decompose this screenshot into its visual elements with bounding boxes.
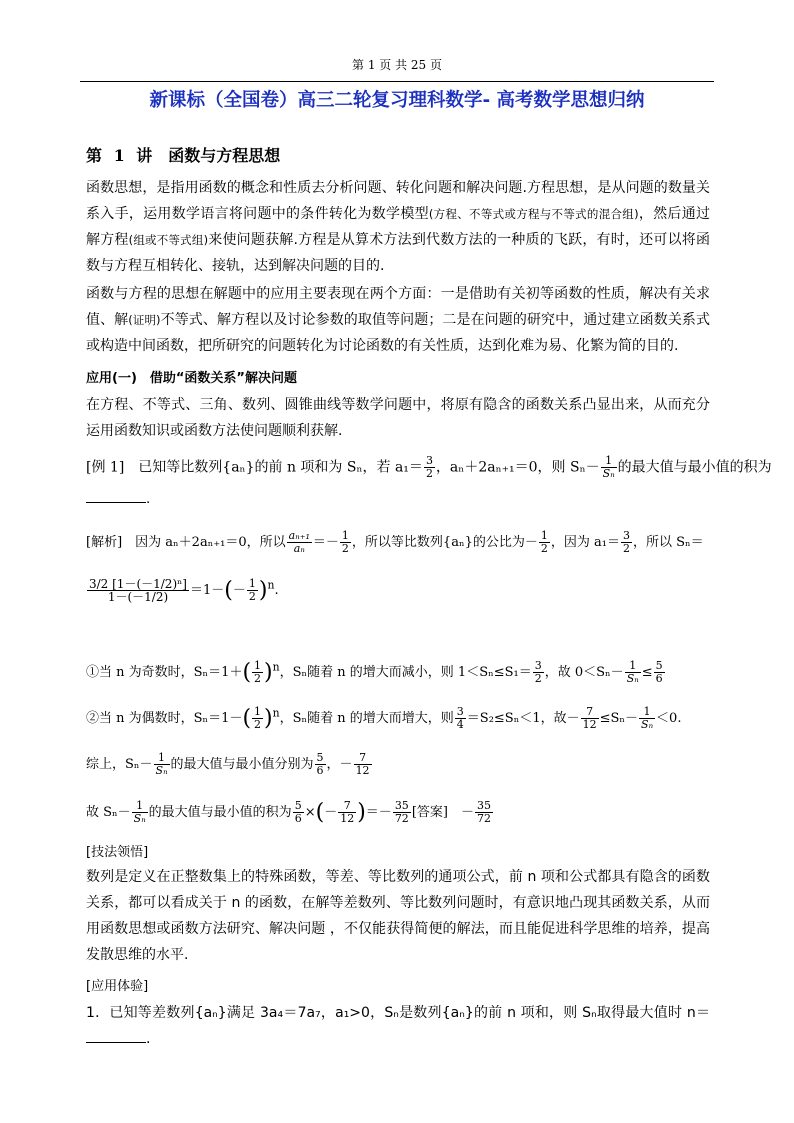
method-text: 数列是定义在正整数集上的特殊函数，等差、等比数列的通项公式，前 n 项和公式都具有隐含的函数关系，都可以看成关于 n 的函数，在解等差数列、等比数列问题时，有意识地凸现其函数关系，从而用函数思想或函数方法研究、解决问题 ，不仅能获得简便的解法，而且能促进科学思维的培养，提高发散思维的水平. xyxy=(86,869,710,963)
example-1: [例 1] 已知等比数列{aₙ}的前 n 项和为 Sₙ，若 a₁＝ $\frac{3}{2}$ ，aₙ＋2aₙ₊₁＝0，则 Sₙ－ $\frac{1}{\text{Sₙ}}$ 的最大值与最小值的积为 xyxy=(86,454,772,480)
intro-paragraph-1: 函数思想，是指用函数的概念和性质去分析问题、转化问题和解决问题.方程思想，是从问题的数量关系入手，运用数学语言将问题中的条件转化为数学模型(方程、不等式或方程与不等式的混合组)，然后通过解方程(组或不等式组)来使问题获解.方程是从算术方法到代数方法的一种质的飞跃，有时，还可以将函数与方程互相转化、接轨，达到解决问题的目的. xyxy=(86,180,711,274)
summary-line: 综上，Sₙ－ $\frac{1}{\text{Sₙ}}$ 的最大值与最小值分别为 $\frac{5}{6}$ ，－ $\frac{7}{12}$ xyxy=(86,751,370,777)
document-title: 新课标（全国卷）高三二轮复习理科数学- 高考数学思想归纳 xyxy=(149,90,645,111)
analysis-line-1: [解析] 因为 aₙ＋2aₙ₊₁＝0，所以 $\frac{\text{aₙ₊₁}}{\text{aₙ}}$ ＝－ $\frac{1}{2}$ ，所以等比数列{aₙ}的公比为－ $\frac{1}{2}$ ，因为 a₁＝ $\frac{3}{2}$ ，所以 Sₙ＝ xyxy=(86,529,704,555)
case-even: ②当 n 为偶数时，Sₙ＝1－( $\frac{1}{2}$ )$^n$，Sₙ随着 n 的增大而增大，则 $\frac{3}{4}$ ＝S₂≤Sₙ＜1，故－ $\frac{7}{12}$ ≤Sₙ－ $\frac{1}{\text{Sₙ}}$ ＜0. xyxy=(86,705,682,731)
application-1-heading: 应用(一) 借助“函数关系”解决问题 xyxy=(86,371,297,386)
method-label: [技法领悟] xyxy=(86,845,149,860)
practice-label: [应用体验] xyxy=(86,979,149,994)
lecture-heading: 第 1 讲 函数与方程思想 xyxy=(86,146,281,165)
analysis-sum-formula: $\frac{\text{3/2 [1－(－1/2)ⁿ]}}{1-(-1/2)}$ ＝1－(－ $\frac{1}{2}$ )$^n$. xyxy=(89,577,279,604)
page-header: 第 1 页 共 25 页 xyxy=(80,56,714,82)
intro-paragraph-2: 函数与方程的思想在解题中的应用主要表现在两个方面：一是借助有关初等函数的性质，解决有关求值、解(证明)不等式、解方程以及讨论参数的取值等问题；二是在问题的研究中，通过建立函数关系式或构造中间函数，把所研究的问题转化为讨论函数的有关性质，达到化难为易、化繁为简的目的. xyxy=(86,286,711,354)
case-odd: ①当 n 为奇数时，Sₙ＝1＋( $\frac{1}{2}$ )$^n$，Sₙ随着 n 的增大而减小，则 1＜Sₙ≤S₁＝ $\frac{3}{2}$ ，故 0＜Sₙ－ $\frac{1}{\text{Sₙ}}$ ≤ $\frac{5}{6}$ xyxy=(86,659,663,685)
example-1-blank: . xyxy=(86,492,716,507)
practice-question-1: 1．已知等差数列{aₙ}满足 3a₄＝7a₇，a₁>0，Sₙ是数列{aₙ}的前 n 项和，则 Sₙ取得最大值时 n＝. xyxy=(86,1005,710,1047)
application-1-text: 在方程、不等式、三角、数列、圆锥曲线等数学问题中，将原有隐含的函数关系凸显出来，从而充分运用函数知识或函数方法使问题顺利获解. xyxy=(86,397,710,439)
result-line: 故 Sₙ－ $\frac{1}{\text{Sₙ}}$ 的最大值与最小值的积为 $\frac{5}{6}$ ×(－ $\frac{7}{12}$ )＝－ $\frac{35}{72}$ [答案] － $\frac{35}{72}$ xyxy=(86,799,491,825)
